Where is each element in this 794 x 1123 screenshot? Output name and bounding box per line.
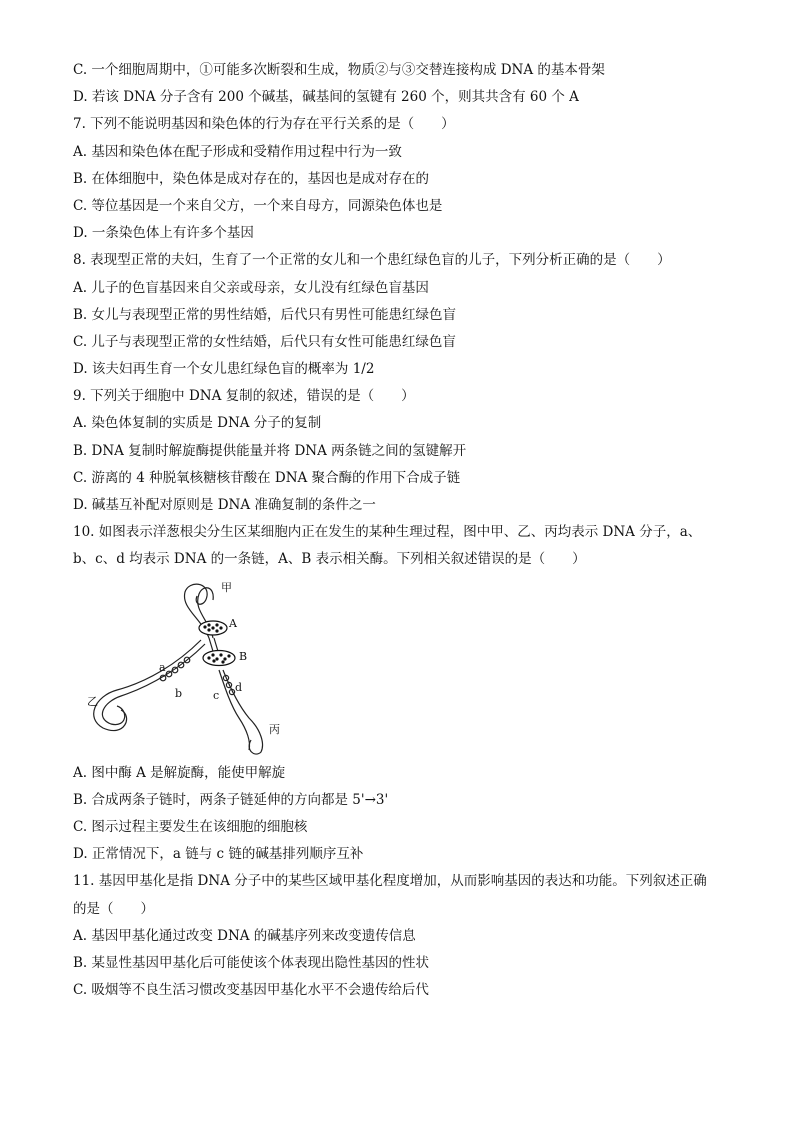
text-line-q8b: B. 女儿与表现型正常的男性结婚，后代只有男性可能患红绿色盲 (73, 306, 457, 323)
text-line-q7: 7. 下列不能说明基因和染色体的行为存在平行关系的是（ ） (73, 116, 455, 133)
label-yi: 乙 (87, 694, 98, 708)
text-line-q7a: A. 基因和染色体在配子形成和受精作用过程中行为一致 (73, 143, 402, 160)
label-bing: 丙 (269, 722, 280, 736)
text-line-q10od: D. 正常情况下，a 链与 c 链的碱基排列顺序互补 (73, 846, 364, 863)
text-line-q9d: D. 碱基互补配对原则是 DNA 准确复制的条件之一 (73, 497, 376, 513)
dna-replication-figure (81, 578, 311, 758)
text-line-q8: 8. 表现型正常的夫妇，生育了一个正常的女儿和一个患红绿色盲的儿子，下列分析正确的是（ ） (73, 252, 671, 269)
text-line-q6d: D. 若该 DNA 分子含有 200 个碱基，碱基间的氢键有 260 个，则其共含有 60 个 A (73, 89, 579, 106)
text-line-q11oa: A. 基因甲基化通过改变 DNA 的碱基序列来改变遗传信息 (73, 927, 416, 944)
text-line-q10a: 10. 如图表示洋葱根尖分生区某细胞内正在发生的某种生理过程，图中甲、乙、丙均表示 DNA 分子，a、 (73, 524, 702, 541)
question-block-bottom (73, 760, 723, 1005)
label-a: a (159, 660, 166, 674)
text-line-q11ob: B. 某显性基因甲基化后可能使该个体表现出隐性基因的性状 (73, 954, 430, 971)
label-b: b (175, 686, 183, 700)
text-line-q11b: 的是（ ） (73, 900, 154, 917)
text-line-q10ob: B. 合成两条子链时，两条子链延伸的方向都是 5'→3' (73, 791, 389, 808)
text-line-q7b: B. 在体细胞中，染色体是成对存在的，基因也是成对存在的 (73, 170, 430, 187)
question-block-top (73, 57, 723, 574)
text-line-q9: 9. 下列关于细胞中 DNA 复制的叙述，错误的是（ ） (73, 388, 415, 405)
text-line-q9b: B. DNA 复制时解旋酶提供能量并将 DNA 两条链之间的氢键解开 (73, 442, 467, 459)
label-d: d (235, 680, 243, 694)
text-line-q8c: C. 儿子与表现型正常的女性结婚，后代只有女性可能患红绿色盲 (73, 333, 456, 350)
exam-content (73, 57, 723, 1004)
text-line-q9c: C. 游离的 4 种脱氧核糖核苷酸在 DNA 聚合酶的作用下合成子链 (73, 469, 461, 486)
text-line-q7c: C. 等位基因是一个来自父方，一个来自母方，同源染色体也是 (73, 197, 443, 214)
label-c: c (213, 688, 220, 702)
label-enzyme-b: B (239, 649, 248, 663)
text-line-q11oc: C. 吸烟等不良生活习惯改变基因甲基化水平不会遗传给后代 (73, 982, 429, 999)
text-line-q6c: C. 一个细胞周期中，①可能多次断裂和生成，物质②与③交替连接构成 DNA 的基本骨架 (73, 62, 605, 78)
text-line-q10oa: A. 图中酶 A 是解旋酶，能使甲解旋 (73, 764, 286, 781)
label-jia: 甲 (221, 580, 232, 594)
text-line-q7d: D. 一条染色体上有许多个基因 (73, 225, 254, 242)
text-line-q8d: D. 该夫妇再生育一个女儿患红绿色盲的概率为 1/2 (73, 361, 375, 378)
text-line-q9a: A. 染色体复制的实质是 DNA 分子的复制 (73, 415, 322, 432)
text-line-q10oc: C. 图示过程主要发生在该细胞的细胞核 (73, 818, 308, 835)
label-enzyme-a: A (229, 616, 237, 630)
text-line-q8a: A. 儿子的色盲基因来自父亲或母亲，女儿没有红绿色盲基因 (73, 279, 429, 296)
strand-yi-1 (102, 644, 205, 725)
text-line-q10b: b、c、d 均表示 DNA 的一条链，A、B 表示相关酶。下列相关叙述错误的是（ ） (73, 551, 586, 568)
text-line-q11a: 11. 基因甲基化是指 DNA 分子中的某些区域甲基化程度增加，从而影响基因的表达和功能。下列叙述正确 (73, 873, 707, 890)
